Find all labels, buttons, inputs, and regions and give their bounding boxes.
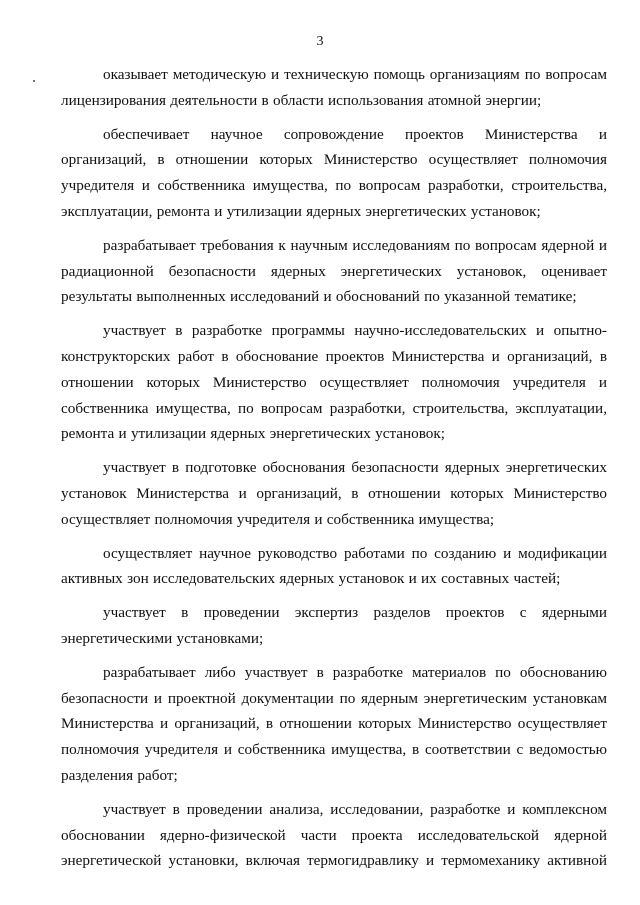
paragraph-4: участвует в разработке программы научно-исследовательских и опытно-конструкторских работ в обоснование проектов Министерства и организаций, в отношении которых Министерство осуществляет полномочия учредителя и собственника имущества, по вопросам разработки, строительства, эксплуатации, ремонта и утилизации ядерных энергетических установок; bbox=[61, 322, 607, 443]
scan-speck bbox=[33, 80, 35, 82]
paragraph-3: разрабатывает требования к научным исследованиям по вопросам ядерной и радиационной безопасности ядерных энергетических установок, оценивает результаты выполненных исследований и обоснований по указанной тематике; bbox=[61, 236, 607, 306]
document-body bbox=[61, 62, 607, 882]
paragraph-5: участвует в подготовке обоснования безопасности ядерных энергетических установок Министерства и организаций, в отношении которых Министерство осуществляет полномочия учредителя и собственника имущества; bbox=[61, 459, 607, 528]
paragraph-1: оказывает методическую и техническую помощь организациям по вопросам лицензирования деятельности в области использования атомной энергии; bbox=[61, 66, 607, 109]
paragraph-8: разрабатывает либо участвует в разработке материалов по обоснованию безопасности и проектной документации по ядерным энергетическим установкам Министерства и организаций, в отношении которых Министерство осуществляет полномочия учредителя и собственника имущества, в соответствии с ведомостью разделения работ; bbox=[61, 663, 607, 784]
page-number: 3 bbox=[316, 34, 324, 49]
paragraph-6: осуществляет научное руководство работами по созданию и модификации активных зон исследовательских ядерных установок и их составных частей; bbox=[61, 544, 607, 588]
paragraph-7: участвует в проведении экспертиз разделов проектов с ядерными энергетическими установками; bbox=[61, 604, 607, 647]
paragraph-2: обеспечивает научное сопровождение проектов Министерства и организаций, в отношении которых Министерство осуществляет полномочия учредителя и собственника имущества, по вопросам разработки, строительства, эксплуатации, ремонта и утилизации ядерных энергетических установок; bbox=[61, 125, 607, 220]
paragraph-9: участвует в проведении анализа, исследовании, разработке и комплексном обосновании ядерно-физической части проекта исследовательской ядерной энергетической установки, включая термогидравлику и термомеханику активной bbox=[61, 800, 607, 870]
